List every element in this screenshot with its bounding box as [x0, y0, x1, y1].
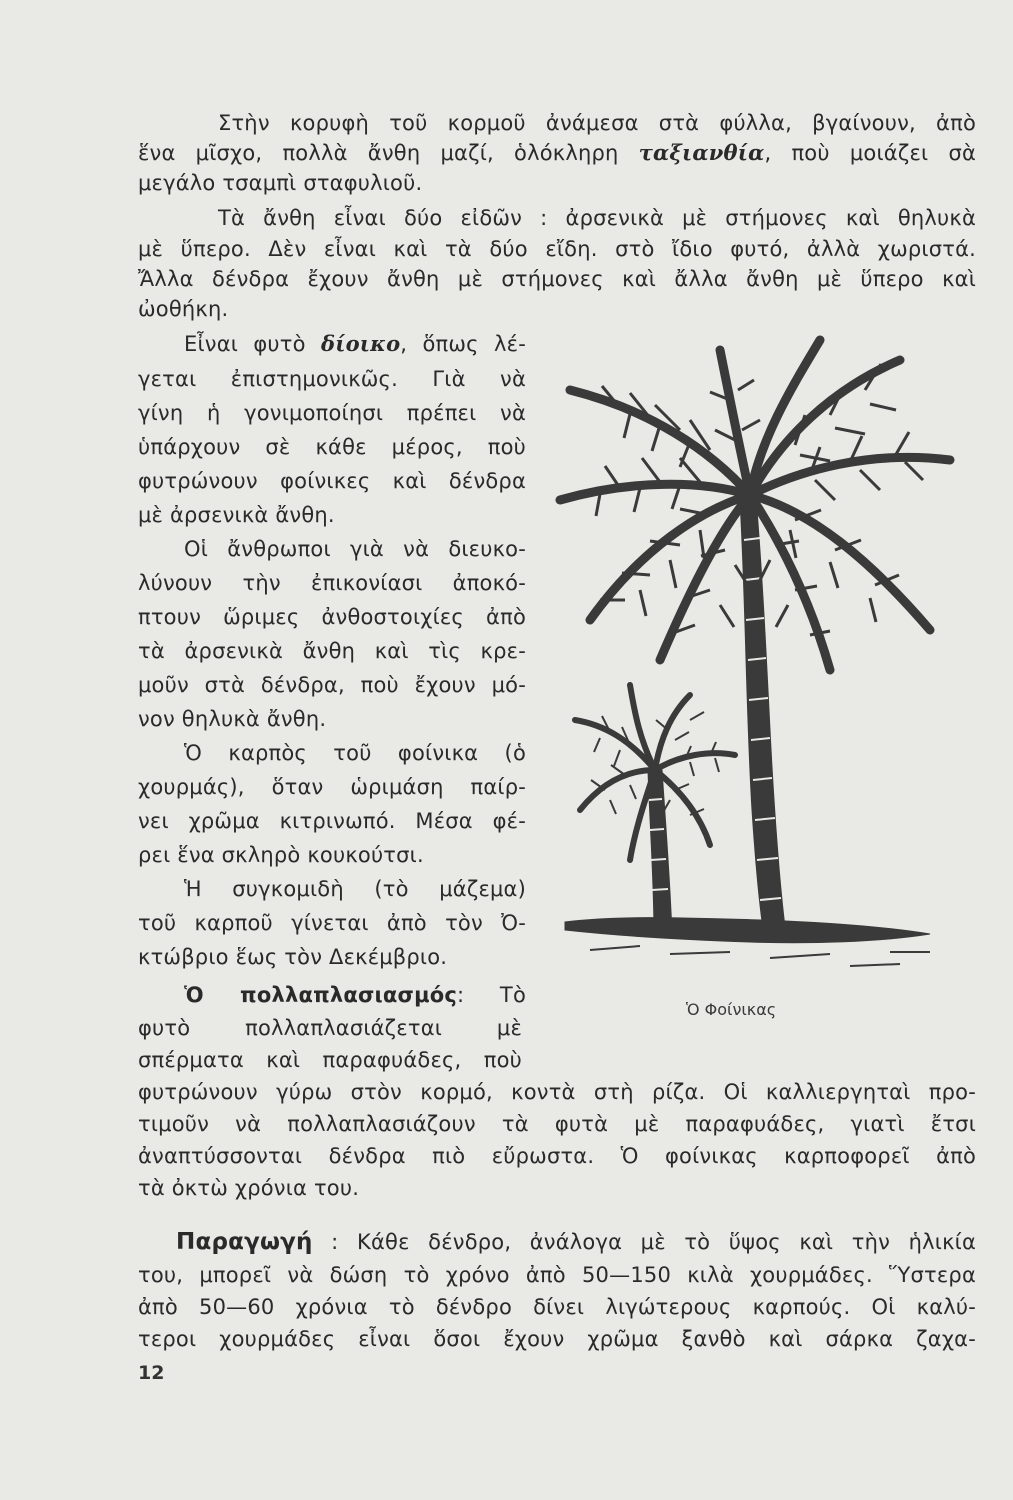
- text-line: μὲ ἀρσενικὰ ἄνθη.: [138, 503, 335, 527]
- text-line: Τὰ ἄνθη εἶναι δύο εἰδῶν : ἀρσενικὰ μὲ στήμονες καὶ θηλυκὰ: [218, 206, 976, 230]
- text-line: Ἡ συγκομιδὴ (τὸ μάζεμα): [184, 877, 526, 901]
- text-line: γίνη ἡ γονιμοποίησι πρέπει νὰ: [138, 401, 526, 425]
- section-heading: Παραγωγή: [176, 1229, 313, 1255]
- text-line: Οἱ ἄνθρωποι γιὰ νὰ διευκο-: [184, 537, 526, 561]
- text-line: του, μπορεῖ νὰ δώση τὸ χρόνο ἀπὸ 50—150 κιλὰ χουρμάδες. Ὕστερα: [138, 1263, 976, 1287]
- text-line: λύνουν τὴν ἐπικονίασι ἀποκό-: [138, 571, 526, 595]
- text-line: ρει ἕνα σκληρὸ κουκούτσι.: [138, 843, 424, 867]
- text-line: φυτρώνουν γύρω στὸν κορμό, κοντὰ στὴ ρίζα. Οἱ καλλιεργηταὶ προ-: [138, 1080, 976, 1104]
- text-line: πτουν ὥριμες ἀνθοστοιχίες ἀπὸ: [138, 605, 526, 629]
- page-number: 12: [138, 1362, 165, 1384]
- text-line: χουρμάς), ὅταν ὡριμάση παίρ-: [138, 775, 526, 799]
- text-line: Ἄλλα δένδρα ἔχουν ἄνθη μὲ στήμονες καὶ ἄλλα ἄνθη μὲ ὕπερο καὶ: [138, 267, 976, 291]
- text-line: τοῦ καρποῦ γίνεται ἀπὸ τὸν Ὀ-: [138, 911, 526, 935]
- figure-caption: Ὁ Φοίνικας: [686, 1000, 777, 1019]
- section-heading-line: Ὁ πολλαπλασιασμός: Τὸ: [184, 983, 526, 1007]
- text-line: νον θηλυκὰ ἄνθη.: [138, 707, 327, 731]
- text-line: ἀναπτύσσονται δένδρα πιὸ εὔρωστα. Ὁ φοίνικας καρποφορεῖ ἀπὸ: [138, 1144, 976, 1168]
- text-line: τιμοῦν νὰ πολλαπλασιάζουν τὰ φυτὰ μὲ παραφυάδες, γιατὶ ἔτσι: [138, 1112, 976, 1136]
- text-line: ἀπὸ 50—60 χρόνια τὸ δένδρο δίνει λιγώτερους καρπούς. Οἱ καλύ-: [138, 1295, 976, 1319]
- text-line: γεται ἐπιστημονικῶς. Γιὰ νὰ: [138, 367, 526, 391]
- text-line: νει χρῶμα κιτρινωπό. Μέσα φέ-: [138, 809, 526, 833]
- text-line: ἕνα μῖσχο, πολλὰ ἄνθη μαζί, ὁλόκληρη ταξιανθία, ποὺ μοιάζει σὰ: [138, 140, 977, 165]
- text-line: μοῦν στὰ δένδρα, ποὺ ἔχουν μό-: [138, 673, 526, 697]
- text-line: ὠοθήκη.: [138, 297, 229, 321]
- text-line: τεροι χουρμάδες εἶναι ὅσοι ἔχουν χρῶμα ξανθὸ καὶ σάρκα ζαχα-: [138, 1327, 976, 1351]
- text-line: τὰ ὀκτὼ χρόνια του.: [138, 1176, 360, 1200]
- text-line: Στὴν κορυφὴ τοῦ κορμοῦ ἀνάμεσα στὰ φύλλα, βγαίνουν, ἀπὸ: [218, 111, 976, 135]
- text-line: φυτὸ πολλαπλασιάζεται μὲ: [138, 1016, 522, 1040]
- text-line: τὰ ἀρσενικὰ ἄνθη καὶ τὶς κρε-: [138, 639, 526, 663]
- text-line: Εἶναι φυτὸ δίοικο, ὅπως λέ-: [184, 331, 526, 356]
- text-line: μεγάλο τσαμπὶ σταφυλιοῦ.: [138, 171, 423, 195]
- text-line: σπέρματα καὶ παραφυάδες, ποὺ: [138, 1048, 522, 1072]
- text-line: ὑπάρχουν σὲ κάθε μέρος, ποὺ: [138, 435, 526, 459]
- palm-trees-illustration: [550, 330, 980, 970]
- text-line: Ὁ καρπὸς τοῦ φοίνικα (ὁ: [184, 741, 526, 765]
- text-line: μὲ ὕπερο. Δὲν εἶναι καὶ τὰ δύο εἴδη. στὸ ἴδιο φυτό, ἀλλὰ χωριστά.: [138, 237, 976, 261]
- text-line: κτώβριο ἕως τὸν Δεκέμβριο.: [138, 945, 448, 969]
- text-line: φυτρώνουν φοίνικες καὶ δένδρα: [138, 469, 526, 493]
- section-heading-line: Παραγωγή : Κάθε δένδρο, ἀνάλογα μὲ τὸ ὕψος καὶ τὴν ἡλικία: [138, 1227, 976, 1257]
- section-heading: Ὁ πολλαπλασιασμός: [184, 983, 458, 1007]
